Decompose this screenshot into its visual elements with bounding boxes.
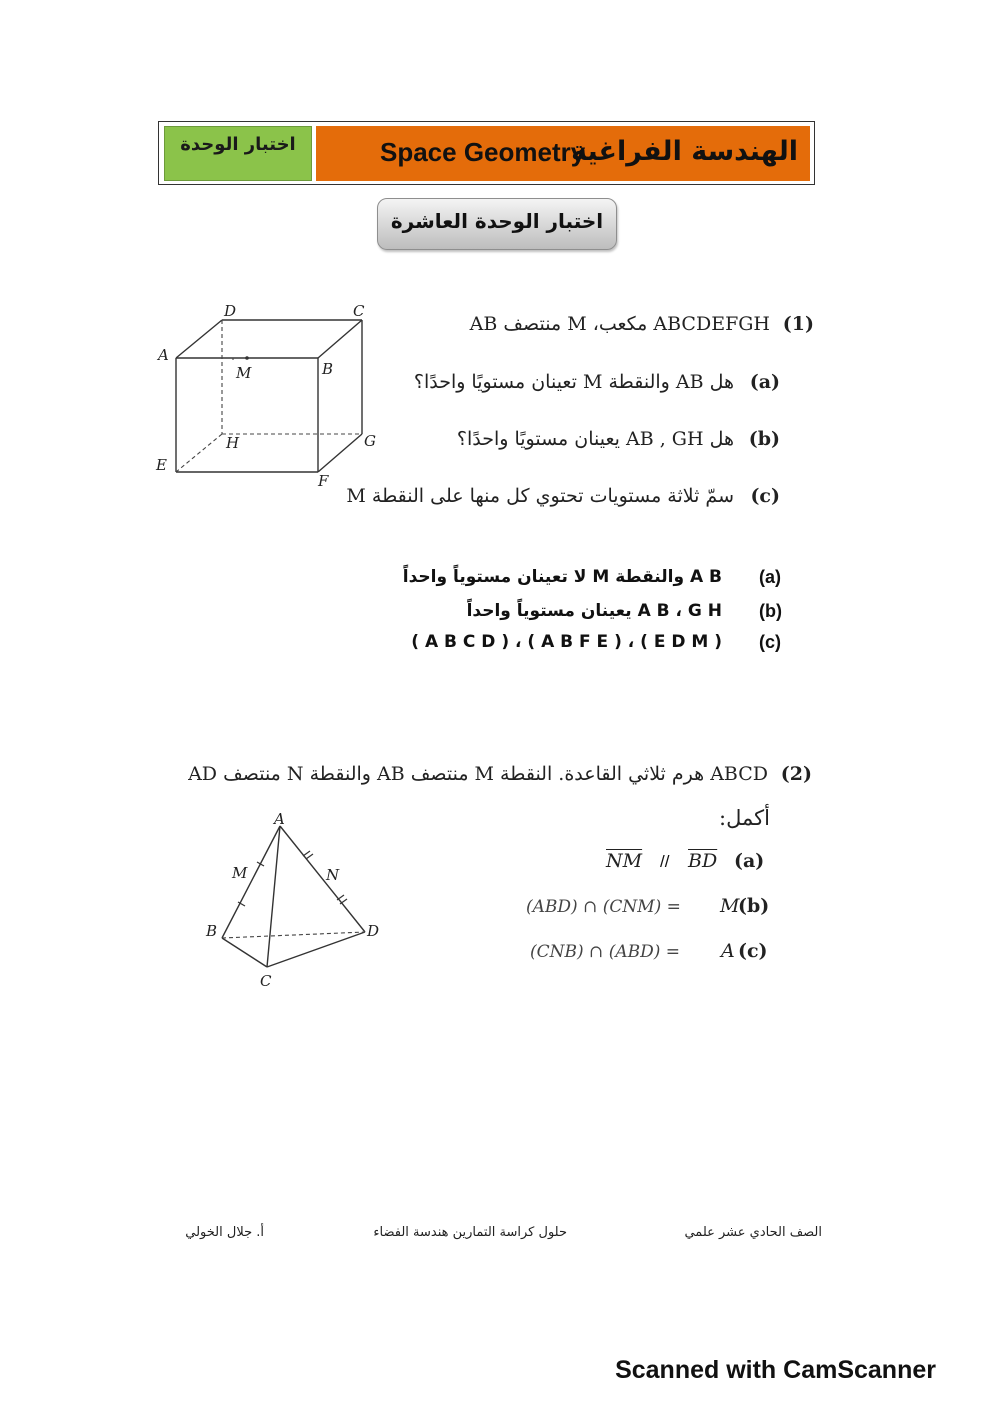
exam-title-badge	[377, 198, 617, 250]
answer-c-text: ( A B C D ) ، ( A B F E ) ، ( E D M )	[411, 632, 722, 652]
q2-c-answer: A	[721, 940, 735, 962]
label-g: G	[364, 432, 376, 450]
pyramid-figure	[200, 812, 390, 992]
label-a: A	[274, 812, 285, 828]
point-m	[245, 356, 249, 360]
footer-book: حلول كراسة التمارين هندسة الفضاء	[373, 1225, 567, 1240]
q2-b-label: (b)	[738, 895, 770, 917]
q2-complete: أكمل:	[719, 806, 770, 830]
footer-author: أ. جلال الخولي	[185, 1225, 264, 1240]
answer-a-text: A B والنقطة M لا تعينان مستوياً واحداً	[402, 567, 722, 587]
cube-figure	[150, 300, 390, 500]
label-c: C	[353, 302, 365, 320]
q1-c-text: سمّ ثلاثة مستويات تحتوي كل منها على النقطة M	[346, 485, 734, 507]
header-tab-label: اختبار الوحدة	[180, 134, 296, 155]
label-m: M	[236, 364, 252, 382]
q2-b-expression: (ABD) ∩ (CNM) =	[526, 897, 681, 917]
answer-c-label: (c)	[759, 632, 781, 652]
q1-b-text: هل AB , GH يعينان مستويًا واحدًا؟	[456, 428, 734, 450]
title-english: Space Geometry	[380, 137, 586, 167]
label-d: D	[367, 922, 380, 940]
answer-b-label: (b)	[759, 601, 782, 621]
label-h: H	[226, 434, 240, 452]
q1-a-label: (a)	[749, 371, 780, 393]
label-f: F	[318, 472, 329, 490]
q2-c-expression: (CNB) ∩ (ABD) =	[530, 942, 681, 962]
q2-a-label: (a)	[734, 850, 765, 872]
q2-c-label: (c)	[738, 940, 768, 962]
label-d: D	[224, 302, 237, 320]
label-b: B	[322, 360, 334, 378]
q1-b-label: (b)	[748, 428, 780, 450]
q1-stem: ABCDEFGH مكعب، M منتصف AB	[469, 313, 770, 335]
answer-a-label: (a)	[759, 567, 781, 587]
label-c: C	[260, 972, 272, 990]
header-title-bar	[316, 126, 810, 181]
q2-stem: ABCD هرم ثلاثي القاعدة. النقطة M منتصف AB والنقطة N منتصف AD	[188, 763, 768, 785]
label-n: N	[326, 866, 340, 884]
title-arabic: الهندسة الفراغية	[571, 136, 798, 167]
exam-title: اختبار الوحدة العاشرة	[390, 209, 604, 233]
label-a: A	[158, 346, 169, 364]
q2-a-expression: $\overline{NM}$	[606, 850, 643, 872]
scanner-watermark: Scanned with CamScanner	[615, 1356, 936, 1384]
label-m: M	[232, 864, 248, 882]
q1-a-text: هل AB والنقطة M تعينان مستويًا واحدًا؟	[413, 371, 734, 393]
q2-a-relation: //	[660, 852, 670, 871]
q2-a-answer: $\overline{BD}$	[688, 850, 718, 872]
label-b: B	[206, 922, 218, 940]
q2-number: (2)	[780, 763, 812, 785]
q1-number: (1)	[782, 313, 814, 335]
footer-grade: الصف الحادي عشر علمي	[684, 1225, 822, 1240]
q1-c-label: (c)	[750, 485, 780, 507]
q2-b-answer: M	[720, 895, 740, 917]
label-e: E	[156, 456, 167, 474]
header-tab	[164, 126, 312, 181]
answer-b-text: A B ، G H يعينان مستوياً واحداً	[466, 601, 722, 621]
